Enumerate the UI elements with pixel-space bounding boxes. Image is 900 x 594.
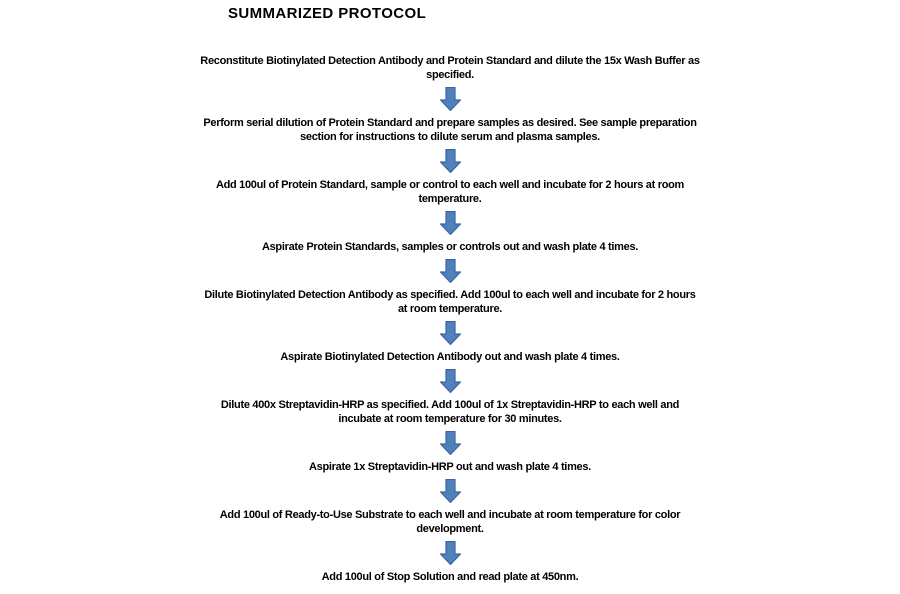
down-arrow-icon bbox=[440, 321, 461, 345]
down-arrow-icon bbox=[440, 259, 461, 283]
down-arrow-icon bbox=[440, 211, 461, 235]
protocol-step: Add 100ul of Protein Standard, sample or control to each well and incubate for 2 hours at room temperature. bbox=[215, 179, 685, 205]
protocol-flowchart bbox=[200, 54, 700, 584]
page-title: SUMMARIZED PROTOCOL bbox=[228, 5, 427, 22]
down-arrow-icon bbox=[440, 479, 461, 503]
down-arrow-icon bbox=[440, 369, 461, 393]
protocol-step: Aspirate Protein Standards, samples or controls out and wash plate 4 times. bbox=[261, 241, 639, 253]
down-arrow-icon bbox=[440, 541, 461, 565]
protocol-step: Add 100ul of Stop Solution and read plate at 450nm. bbox=[321, 571, 579, 583]
protocol-step: Perform serial dilution of Protein Standard and prepare samples as desired. See sample preparation section for instructions to dilute serum and plasma samples. bbox=[203, 117, 697, 143]
protocol-step: Aspirate Biotinylated Detection Antibody out and wash plate 4 times. bbox=[280, 351, 620, 363]
protocol-step: Dilute 400x Streptavidin-HRP as specified. Add 100ul of 1x Streptavidin-HRP to each well and incubate at room temperature for 30 minutes. bbox=[220, 399, 680, 425]
down-arrow-icon bbox=[440, 87, 461, 111]
protocol-step: Add 100ul of Ready-to-Use Substrate to each well and incubate at room temperature for color development. bbox=[219, 509, 681, 535]
protocol-step: Reconstitute Biotinylated Detection Antibody and Protein Standard and dilute the 15x Wash Buffer as specified. bbox=[200, 55, 700, 81]
protocol-step: Aspirate 1x Streptavidin-HRP out and wash plate 4 times. bbox=[309, 461, 591, 473]
down-arrow-icon bbox=[440, 431, 461, 455]
down-arrow-icon bbox=[440, 149, 461, 173]
protocol-step: Dilute Biotinylated Detection Antibody as specified. Add 100ul to each well and incubate for 2 hours at room temperature. bbox=[204, 289, 696, 315]
